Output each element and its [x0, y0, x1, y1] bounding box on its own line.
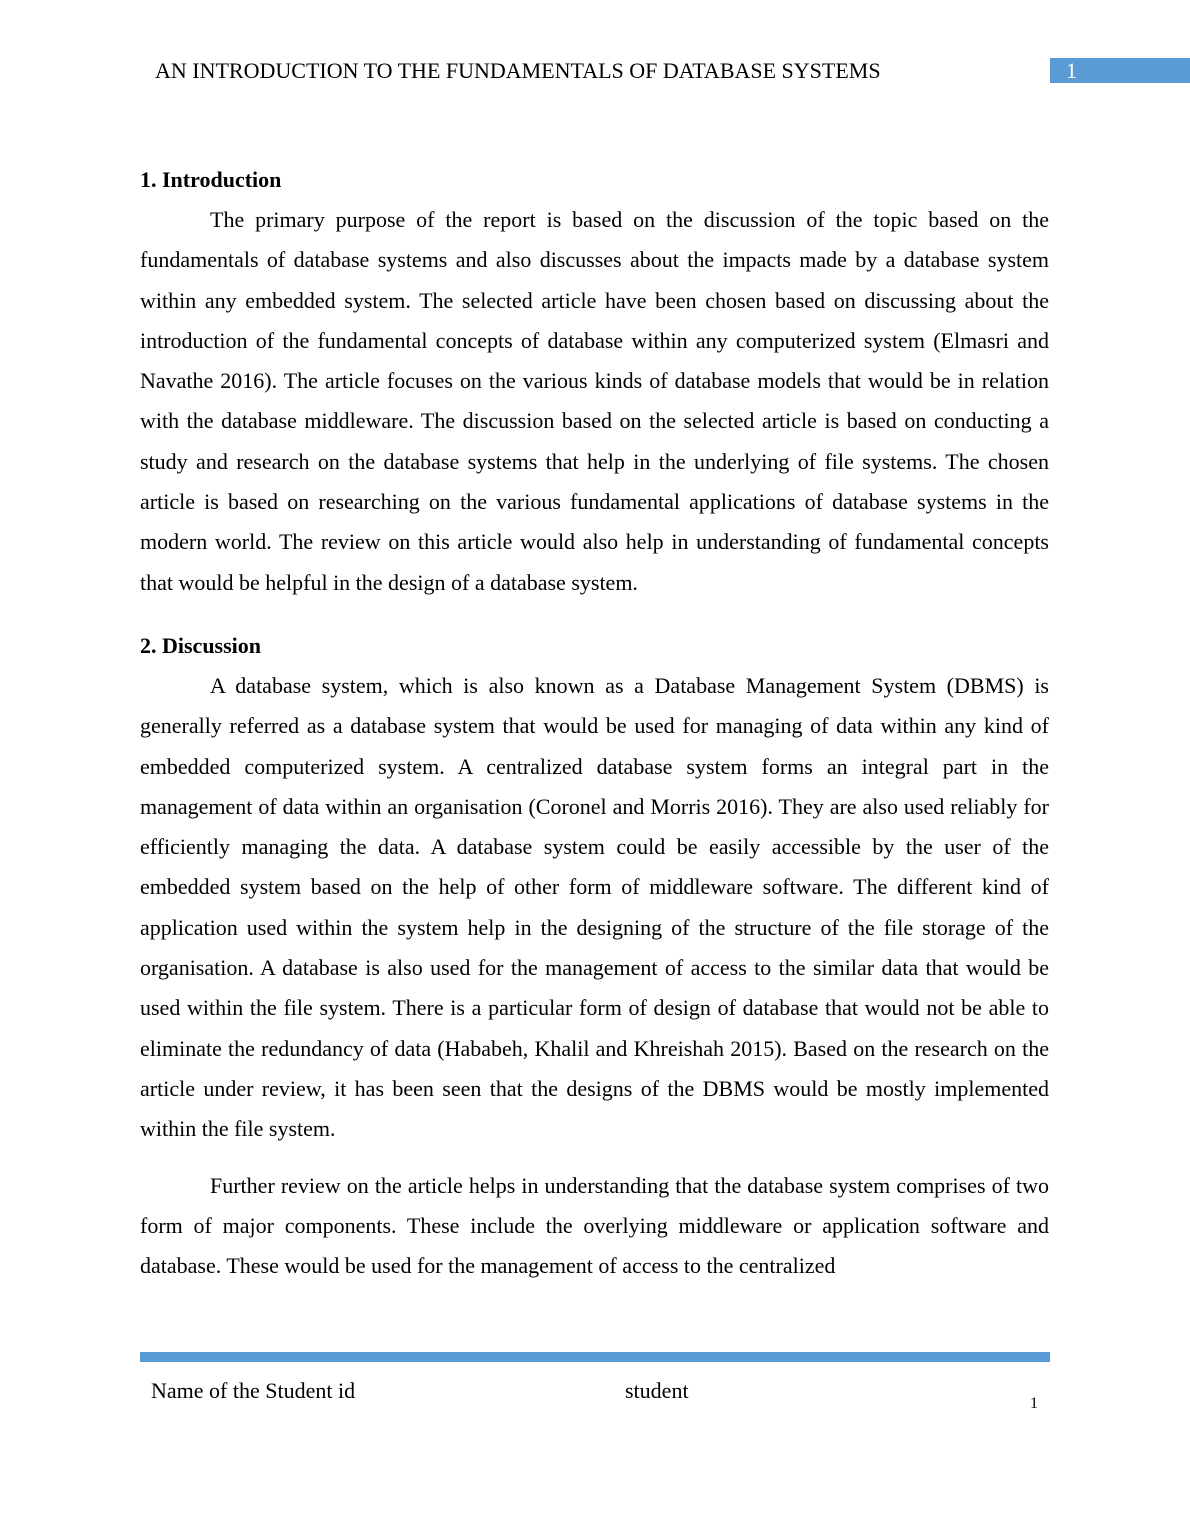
running-header-title: AN INTRODUCTION TO THE FUNDAMENTALS OF DATABASE SYSTEMS [155, 58, 881, 83]
footer-student-label: student [625, 1378, 689, 1403]
header-page-number: 1 [1050, 58, 1190, 83]
footer-page-number: 1 [1030, 1395, 1038, 1412]
paragraph: Further review on the article helps in understanding that the database system comprises of two form of major components. These include the overlying middleware or application software and database. These would be used for the management of access to the centralized [140, 1172, 1049, 1279]
footer-divider [140, 1352, 1050, 1362]
section-heading: 2. Discussion [140, 632, 262, 658]
paragraph: A database system, which is also known as a Database Management System (DBMS) is generally referred as a database system that would be used for managing of data within any kind of embedded computerized system. A centralized database system forms an integral part in the management of data within an organisation (Coronel and Morris 2016). They are also used reliably for efficiently managing the data. A database system could be easily accessible by the user of the embedded system based on the help of other form of middleware software. The different kind of application used within the system help in the designing of the structure of the file storage of the organisation. A database is also used for the management of access to the similar data that would be used within the file system. There is a particular form of design of database that would not be able to eliminate the redundancy of data (Hababeh, Khalil and Khreishah 2015). Based on the research on the article under review, it has been seen that the designs of the DBMS would be mostly implemented within the file system. [140, 672, 1049, 1142]
document-body [140, 160, 1049, 1286]
section-introduction [140, 160, 1049, 603]
paragraph: The primary purpose of the report is based on the discussion of the topic based on the fundamentals of database systems and also discusses about the impacts made by a database system within any embedded system. The selected article have been chosen based on discussing about the introduction of the fundamental concepts of database within any computerized system (Elmasri and Navathe 2016). The article focuses on the various kinds of database models that would be in relation with the database middleware. The discussion based on the selected article is based on conducting a study and research on the database systems that help in the underlying of file systems. The chosen article is based on researching on the various fundamental applications of database systems in the modern world. The review on this article would also help in understanding of fundamental concepts that would be helpful in the design of a database system. [140, 207, 1049, 595]
section-heading: 1. Introduction [140, 167, 282, 192]
footer-student-name: Name of the Student id [151, 1378, 356, 1403]
section-discussion [140, 626, 1049, 1286]
